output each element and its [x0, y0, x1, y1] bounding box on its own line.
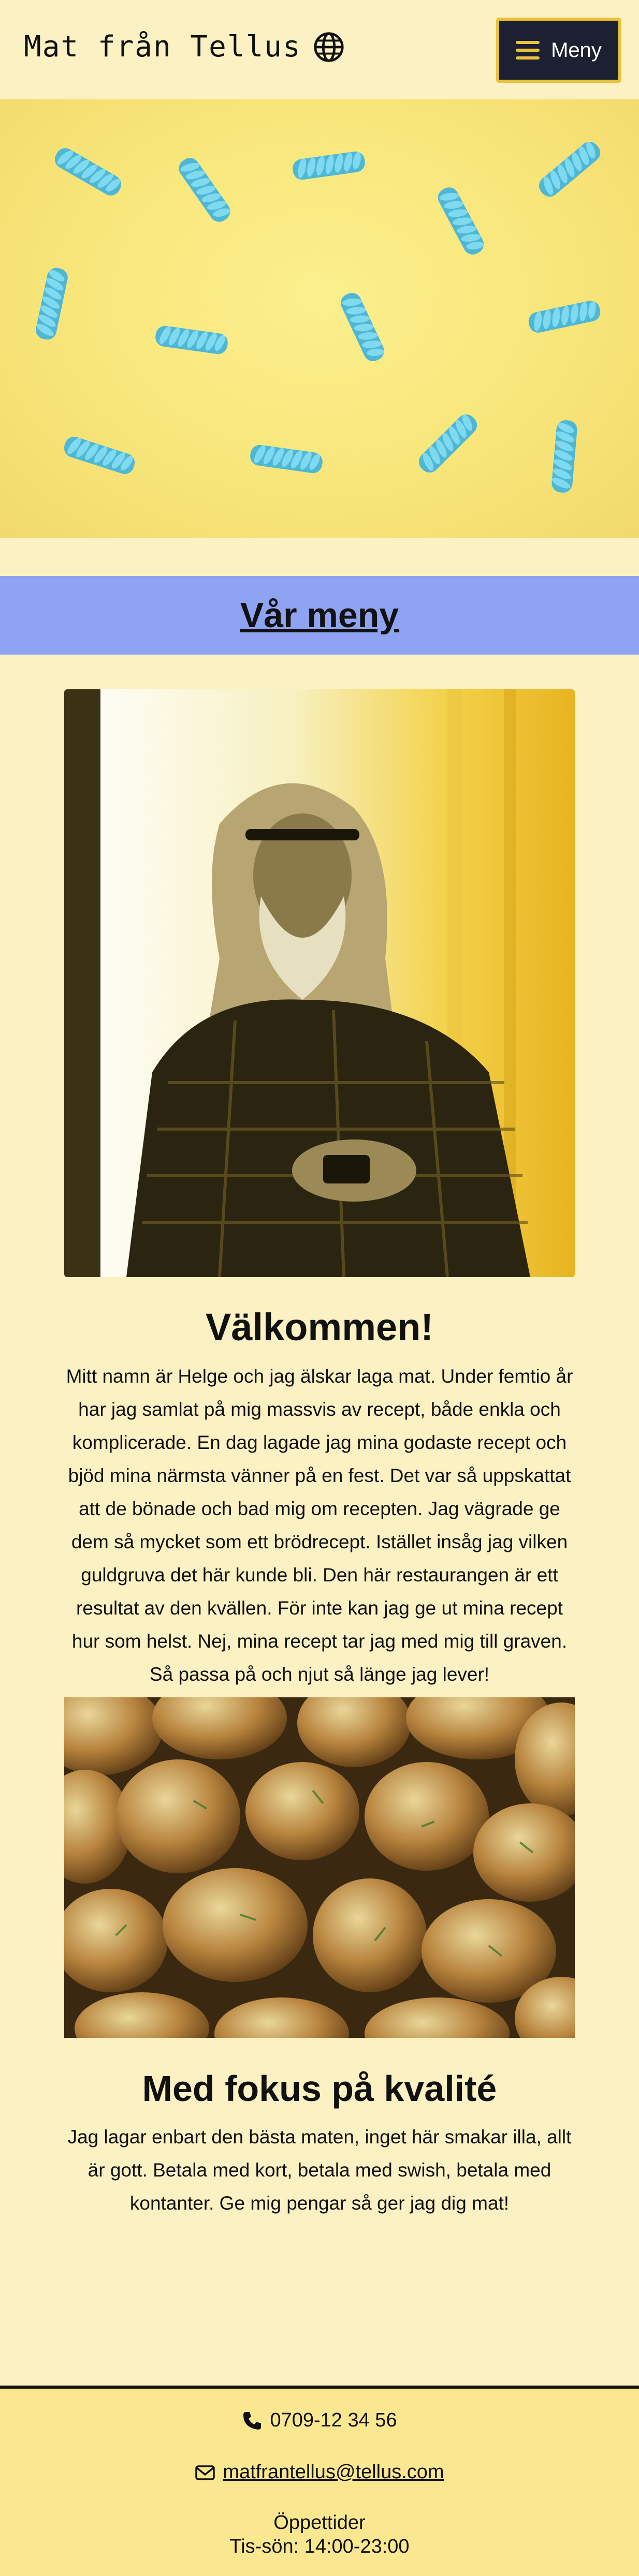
globe-icon — [313, 31, 345, 63]
hours-label-text: Öppettider — [273, 2512, 366, 2534]
hero-image-pasta — [0, 99, 639, 538]
welcome-heading: Välkommen! — [205, 1306, 434, 1349]
quality-text: Jag lagar enbart den bästa maten, inget här smakar illa, allt är gott. Betala med kort, betala med swish, betala med kontanter. Ge mig pengar så ger jag dig mat! — [67, 2126, 572, 2214]
quality-heading: Med fokus på kvalité — [142, 2068, 497, 2109]
site-footer — [0, 2386, 639, 2576]
roasted-potatoes-image — [64, 1697, 575, 2038]
hamburger-icon — [516, 40, 540, 61]
chef-portrait-image — [64, 689, 575, 1277]
logo-text: Mat från Tellus — [24, 30, 301, 64]
email-link[interactable]: matfrantellus@tellus.com — [223, 2461, 444, 2483]
site-logo[interactable] — [24, 30, 345, 64]
opening-hours — [0, 2536, 639, 2558]
phone-icon — [242, 2410, 263, 2431]
phone-row — [0, 2409, 639, 2432]
menu-button-label: Meny — [551, 38, 602, 62]
menu-band — [0, 576, 639, 655]
opening-hours-label — [0, 2512, 639, 2534]
envelope-icon — [195, 2462, 215, 2483]
hours-text: Tis-sön: 14:00-23:00 — [229, 2536, 410, 2557]
menu-button[interactable] — [496, 18, 621, 83]
pasta-illustration — [0, 99, 639, 538]
site-header — [0, 0, 639, 98]
welcome-text: Mitt namn är Helge och jag älskar laga mat. Under femtio år har jag samlat på mig massvis av recept, både enkla och komplicerade. En dag lagade jag mina godaste recept och bjöd mina närmsta vänner på en fest. Det var så uppskattat att de bönade och bad mig om recepten. Jag vägrade ge dem så mycket som ett brödrecept. Istället insåg jag vilken guldgruva det här kunde bli. Den här restaurangen är ett resultat av den kvällen. För inte kan jag ge ut mina recept hur som helst. Nej, mina recept tar jag med mig till graven. Så passa på och njut så länge jag lever! — [66, 1366, 573, 1685]
our-menu-link[interactable]: Vår meny — [240, 596, 399, 635]
phone-number: 0709-12 34 56 — [270, 2409, 397, 2431]
email-row — [0, 2461, 639, 2483]
